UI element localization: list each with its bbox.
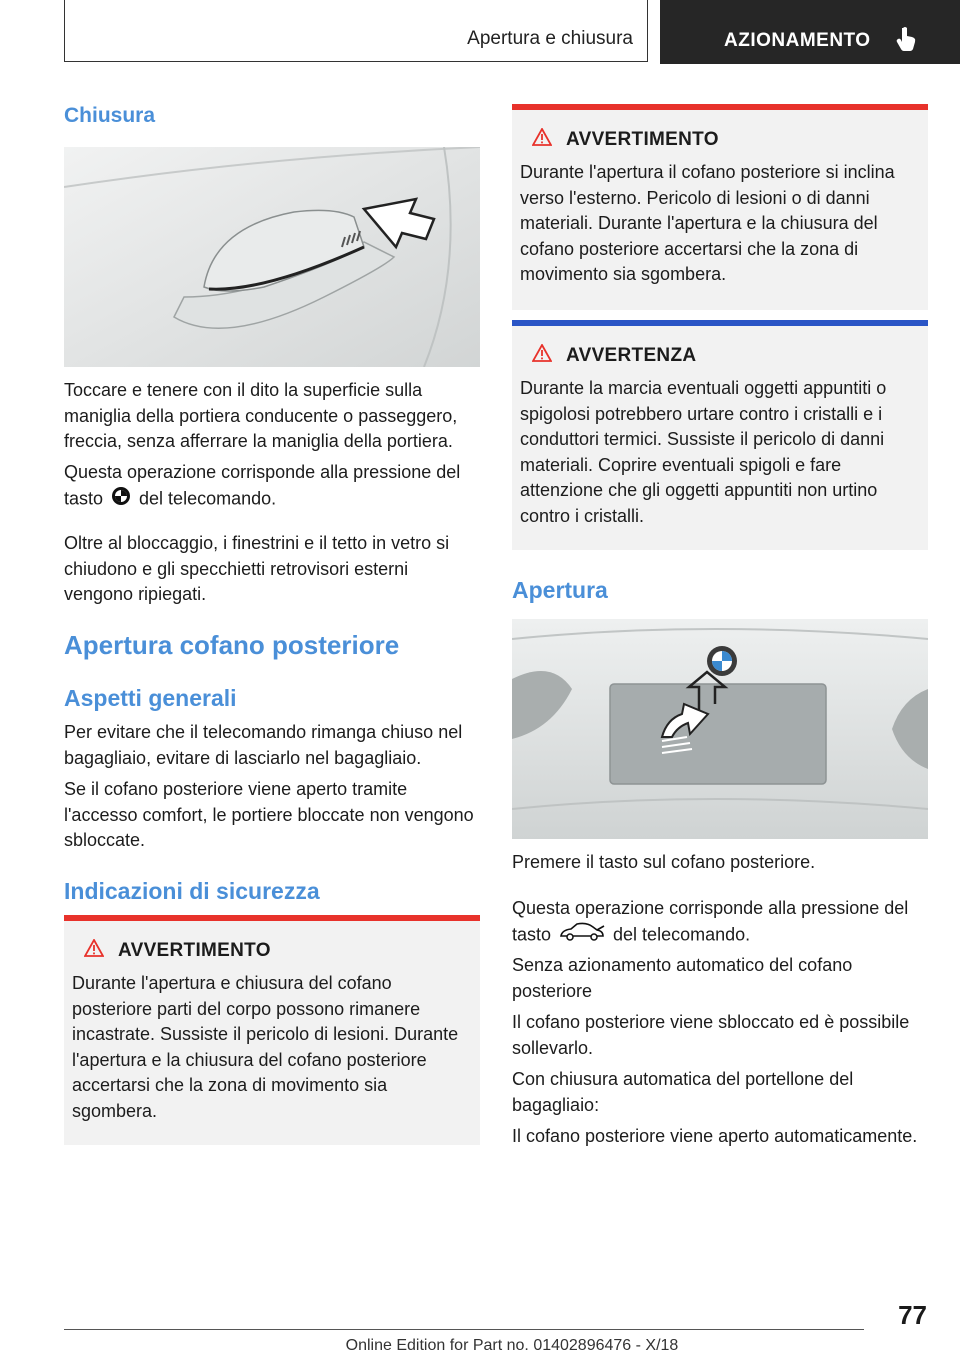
opening-paragraph-5: Con chiusura automatica del portellone del bagagliaio: — [512, 1069, 854, 1115]
closing-paragraph-1: Toccare e tenere con il dito la superficie sulla maniglia della portiera conducente o passeggero, freccia, senza afferrare la maniglia della portiera. — [64, 380, 458, 451]
warning-triangle-icon — [84, 939, 104, 963]
opening-paragraph-2-end: del telecomando. — [613, 924, 751, 944]
closing-paragraph-2 — [64, 460, 480, 513]
opening-paragraph-2 — [512, 896, 928, 949]
footer-rule — [64, 1329, 864, 1330]
header-chapter-tab — [660, 0, 960, 64]
notice-triangle-icon — [532, 344, 552, 368]
heading-trunk-opening: Apertura cofano posteriore — [64, 630, 400, 660]
hand-pointer-icon — [896, 26, 918, 57]
closing-paragraph-2-end: del telecomando. — [139, 488, 277, 508]
notice-title-text: AVVERTENZA — [566, 345, 697, 366]
heading-general: Aspetti generali — [64, 685, 237, 711]
warning-box-1 — [64, 915, 480, 1145]
opening-paragraph-3: Senza azionamento automatico del cofano posteriore — [512, 955, 853, 1001]
header-section-tab — [64, 0, 648, 62]
page-number: 77 — [898, 1300, 927, 1330]
general-paragraph-1: Per evitare che il telecomando rimanga chiuso nel bagagliaio, evitare di lasciarlo nel bagagliaio. — [64, 722, 463, 768]
footer-edition: Online Edition for Part no. 01402896476 - X/18 — [345, 1337, 679, 1354]
lock-button-icon — [111, 486, 131, 514]
notice-title — [532, 344, 920, 368]
heading-closing: Chiusura — [64, 104, 156, 127]
opening-paragraph-1: Premere il tasto sul cofano posteriore. — [512, 852, 816, 872]
header-section-title: Apertura e chiusura — [467, 28, 633, 49]
warning-text-1: Durante l'apertura e chiusura del cofano posteriore parti del corpo possono rimanere incastrate. Sussiste il pericolo di lesioni. Durante l'apertura e la chiusura del cofano posteriore accertarsi che la zona di movimento sia sgombera. — [72, 973, 459, 1121]
closing-paragraph-3: Oltre al bloccaggio, i finestrini e il tetto in vetro si chiudono e gli specchietti retrovisori esterni vengono ripiegati. — [64, 533, 450, 604]
warning-title-1 — [84, 939, 472, 963]
heading-opening: Apertura — [512, 577, 608, 603]
header-chapter-title: AZIONAMENTO — [724, 30, 871, 51]
warning-title-1-text: AVVERTIMENTO — [118, 940, 271, 961]
general-paragraph-2: Se il cofano posteriore viene aperto tramite l'accesso comfort, le portiere bloccate non vengono sbloccate. — [64, 779, 474, 850]
opening-paragraph-6: Il cofano posteriore viene aperto automaticamente. — [512, 1126, 918, 1146]
closing-paragraph-2-start: Questa operazione corrisponde alla pressione del tasto — [64, 462, 461, 508]
warning-triangle-icon — [532, 128, 552, 152]
warning-title-2 — [532, 128, 920, 152]
notice-text: Durante la marcia eventuali oggetti appuntiti o spigolosi potrebbero urtare contro i cristalli e i conduttori termici. Sussiste il pericolo di danni materiali. Coprire eventuali spigoli e fare attenzione che gli oggetti appuntiti non urtino contro i cristalli. — [520, 378, 887, 526]
opening-paragraph-2-start: Questa operazione corrisponde alla pressione del tasto — [512, 898, 909, 944]
notice-box — [512, 320, 928, 550]
heading-safety: Indicazioni di sicurezza — [64, 878, 320, 904]
door-handle-image — [64, 147, 480, 367]
trunk-button-icon — [559, 922, 605, 950]
warning-box-2 — [512, 104, 928, 310]
opening-paragraph-4: Il cofano posteriore viene sbloccato ed è possibile sollevarlo. — [512, 1012, 910, 1058]
trunk-button-image — [512, 619, 928, 839]
warning-text-2: Durante l'apertura il cofano posteriore si inclina verso l'esterno. Pericolo di lesioni o di danni materiali. Durante l'apertura e la chiusura del cofano posteriore accertarsi che la zona di movimento sia sgombera. — [520, 162, 895, 284]
warning-title-2-text: AVVERTIMENTO — [566, 129, 719, 150]
